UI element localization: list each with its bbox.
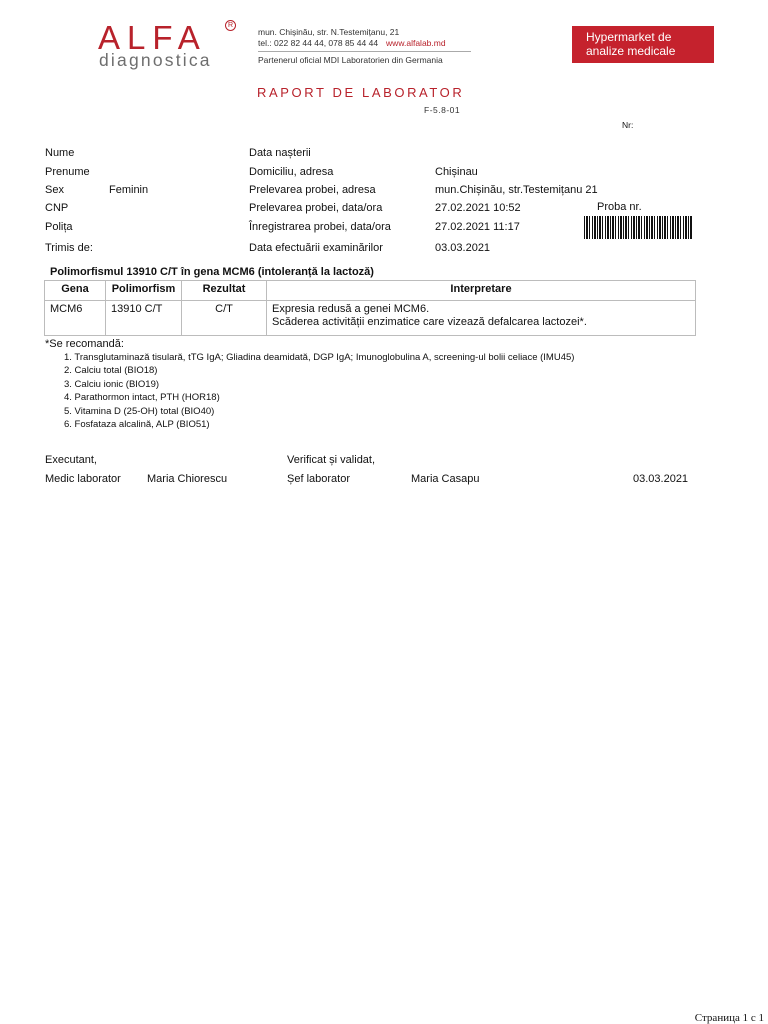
sample-address-value: mun.Chișinău, str.Testemițanu 21 xyxy=(435,184,598,196)
header-divider xyxy=(258,51,471,52)
domicile-value: Chișinau xyxy=(435,166,478,178)
col-header-polimorfism: Polimorfism xyxy=(106,281,182,301)
sex-value: Feminin xyxy=(109,184,149,196)
col-header-gena: Gena xyxy=(45,281,106,301)
partner-note: Partenerul oficial MDI Laboratorien din Germania xyxy=(258,55,443,65)
sample-date-value: 27.02.2021 10:52 xyxy=(435,202,521,214)
col-header-interpretare: Interpretare xyxy=(267,281,696,301)
name-label: Nume xyxy=(45,147,75,159)
verified-label: Verificat și validat, xyxy=(287,454,376,466)
report-number xyxy=(622,120,633,130)
list-item: 1. Transglutaminază tisulară, tTG IgA; Gliadina deamidată, DGP IgA; Imunoglobulina A, screening-ul bolii celiace (IMU45) xyxy=(64,352,575,363)
cell-gena: MCM6 xyxy=(45,301,106,336)
col-header-rezultat: Rezultat xyxy=(182,281,267,301)
registration-date-value: 27.02.2021 11:17 xyxy=(435,221,520,233)
list-item: 3. Calciu ionic (BIO19) xyxy=(64,378,160,390)
report-title: RAPORT DE LABORATOR xyxy=(257,85,465,100)
cell-rezultat: C/T xyxy=(182,301,267,336)
sex-label: Sex xyxy=(45,184,64,196)
sample-number xyxy=(597,201,642,213)
sent-by-label: Trimis de: xyxy=(45,242,93,254)
sample-number-label: Proba nr. xyxy=(597,201,642,213)
recommendations-list xyxy=(64,351,574,431)
list-item: 5. Vitamina D (25-OH) total (BIO40) xyxy=(64,405,215,417)
hypermarket-line-1: Hypermarket de xyxy=(586,30,672,44)
form-code: F-5.8-01 xyxy=(424,105,461,115)
test-title: Polimorfismul 13910 C/T în gena MCM6 (intoleranță la lactoză) xyxy=(50,266,374,278)
interpretation-line: Expresia redusă a genei MCM6. xyxy=(272,303,430,315)
registered-mark-icon: R xyxy=(225,20,236,31)
cnp-label: CNP xyxy=(45,202,69,214)
lab-address: mun. Chișinău, str. N.Testemițanu, 21 xyxy=(258,27,400,37)
lab-contacts xyxy=(258,38,446,49)
signature-date: 03.03.2021 xyxy=(633,473,689,485)
list-item: 6. Fosfataza alcalină, ALP (BIO51) xyxy=(64,419,210,431)
page-number: Страница 1 с 1 xyxy=(694,1012,764,1024)
registration-date-label: Înregistrarea probei, data/ora xyxy=(249,221,391,233)
list-item: 4. Parathormon intact, PTH (HOR18) xyxy=(64,392,220,404)
table-row xyxy=(45,301,696,336)
hypermarket-banner xyxy=(572,26,714,63)
list-item: 2. Calciu total (BIO18) xyxy=(64,365,158,377)
logo-subtitle: diagnostica xyxy=(99,50,212,70)
exam-date-label: Data efectuării examinărilor xyxy=(249,242,383,254)
surname-label: Prenume xyxy=(45,166,90,178)
cell-polimorfism: 13910 C/T xyxy=(106,301,182,336)
cell-interpretare xyxy=(267,301,696,336)
recommendations-title: *Se recomandă: xyxy=(45,338,124,350)
policy-label: Polița xyxy=(45,221,73,233)
lab-phone: tel.: 022 82 44 44, 078 85 44 44 xyxy=(258,38,379,48)
interpretation-line: Scăderea activității enzimatice care vizează defalcarea lactozei*. xyxy=(272,316,587,328)
sample-date-label: Prelevarea probei, data/ora xyxy=(249,202,383,214)
sample-address-label: Prelevarea probei, adresa xyxy=(249,184,376,196)
result-table xyxy=(44,280,696,336)
logo-wordmark: ALFA xyxy=(98,19,207,56)
barcode xyxy=(584,216,692,239)
verified-name: Maria Casapu xyxy=(411,473,480,485)
executant-name: Maria Chiorescu xyxy=(147,473,228,485)
executant-role: Medic laborator xyxy=(45,473,121,485)
verified-role: Șef laborator xyxy=(287,473,350,485)
result-table-header xyxy=(45,281,696,301)
report-number-label: Nr: xyxy=(622,120,634,130)
birth-date-label: Data nașterii xyxy=(249,147,311,159)
lab-website-link[interactable]: www.alfalab.md xyxy=(386,38,446,48)
hypermarket-line-2: analize medicale xyxy=(586,44,676,58)
executant-label: Executant, xyxy=(45,454,97,466)
domicile-label: Domiciliu, adresa xyxy=(249,166,334,178)
exam-date-value: 03.03.2021 xyxy=(435,242,491,254)
